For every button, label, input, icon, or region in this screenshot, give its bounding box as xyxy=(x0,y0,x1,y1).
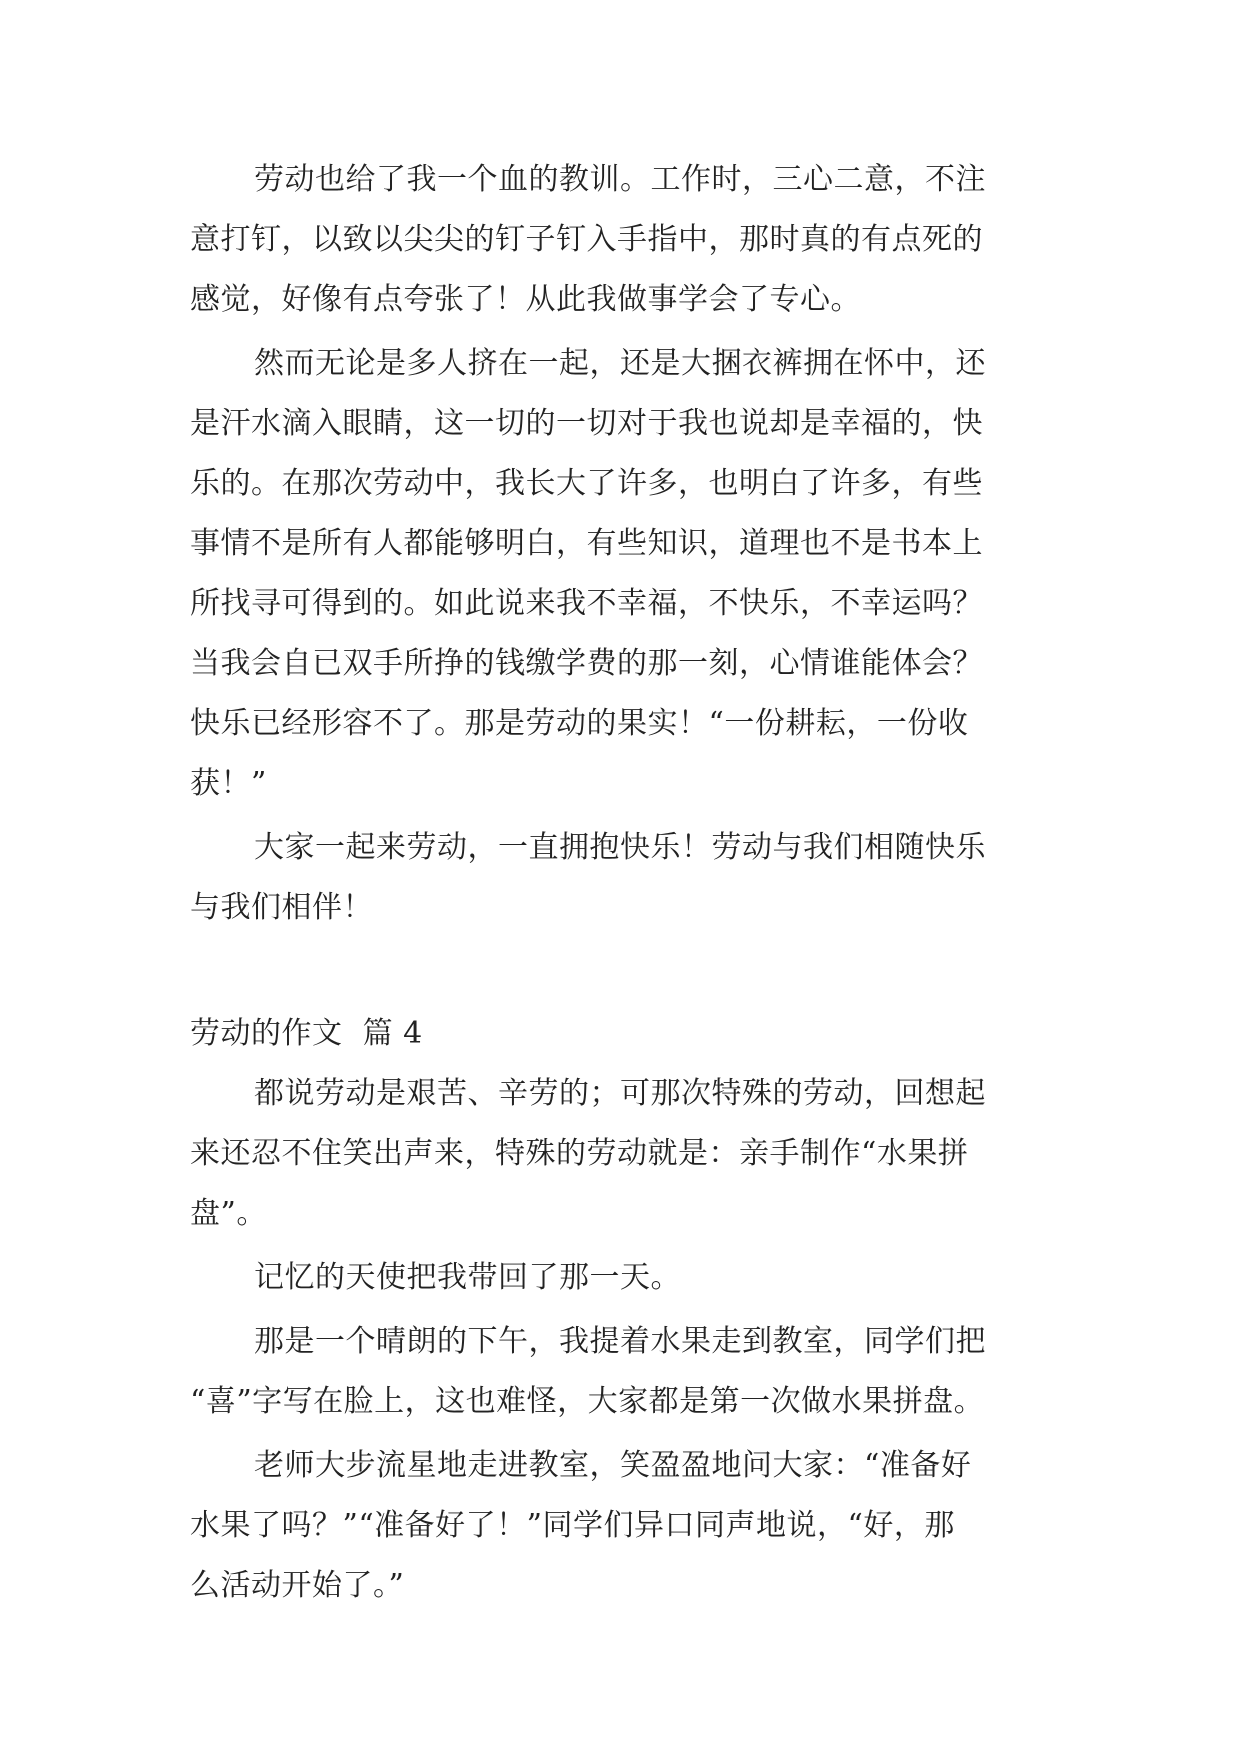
text-line: 感觉，好像有点夸张了！从此我做事学会了专心。 xyxy=(190,282,861,317)
paragraph xyxy=(190,1248,1050,1308)
text-line: 那是一个晴朗的下午，我提着水果走到教室，同学们把 xyxy=(254,1324,986,1359)
text-line: 大家一起来劳动，一直拥抱快乐！劳动与我们相随快乐 xyxy=(254,830,986,865)
text-line: 来还忍不住笑出声来，特殊的劳动就是：亲手制作“水果拼 xyxy=(190,1136,969,1171)
text-line: 劳动也给了我一个血的教训。工作时，三心二意，不注 xyxy=(254,162,986,197)
document-page xyxy=(190,150,1050,1616)
text-line: 意打钉，以致以尖尖的钉子钉入手指中，那时真的有点死的 xyxy=(190,222,983,257)
text-line: 所找寻可得到的。如此说来我不幸福，不快乐，不幸运吗？ xyxy=(190,586,983,621)
text-line: 乐的。在那次劳动中，我长大了许多，也明白了许多，有些 xyxy=(190,466,983,501)
text-line: 当我会自已双手所挣的钱缴学费的那一刻，心情谁能体会？ xyxy=(190,646,983,681)
text-line: 获！” xyxy=(190,766,267,801)
text-line: 水果了吗？”“准备好了！”同学们异口同声地说，“好，那 xyxy=(190,1508,955,1543)
paragraph xyxy=(190,334,1050,814)
section-title: 劳动的作文 篇 4 xyxy=(190,1016,423,1051)
paragraph xyxy=(190,1312,1050,1432)
paragraph xyxy=(190,818,1050,938)
paragraph xyxy=(190,1064,1050,1244)
text-line: 快乐已经形容不了。那是劳动的果实！“一份耕耘，一份收 xyxy=(190,706,969,741)
paragraph xyxy=(190,150,1050,330)
text-line: 记忆的天使把我带回了那一天。 xyxy=(254,1260,681,1295)
text-line: 与我们相伴！ xyxy=(190,890,373,925)
text-line: 老师大步流星地走进教室，笑盈盈地问大家：“准备好 xyxy=(254,1448,972,1483)
text-line: 然而无论是多人挤在一起，还是大捆衣裤拥在怀中，还 xyxy=(254,346,986,381)
text-line: 都说劳动是艰苦、辛劳的；可那次特殊的劳动，回想起 xyxy=(254,1076,986,1111)
text-line: “喜”字写在脸上，这也难怪，大家都是第一次做水果拼盘。 xyxy=(190,1384,985,1419)
text-line: 事情不是所有人都能够明白，有些知识，道理也不是书本上 xyxy=(190,526,983,561)
text-line: 么活动开始了。” xyxy=(190,1568,405,1603)
paragraph xyxy=(190,1436,1050,1616)
text-line: 是汗水滴入眼睛，这一切的一切对于我也说却是幸福的，快 xyxy=(190,406,983,441)
text-line: 盘”。 xyxy=(190,1196,267,1231)
